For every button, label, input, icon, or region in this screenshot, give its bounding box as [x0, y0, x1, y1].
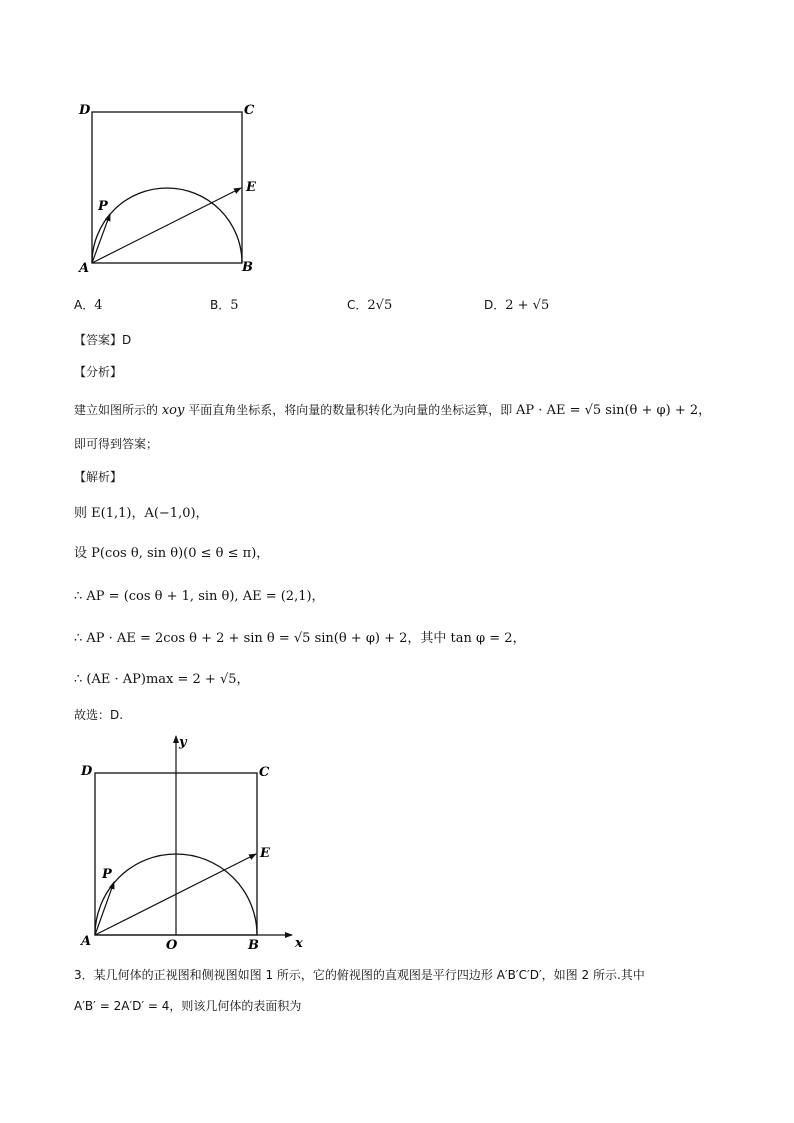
analysis-line-1: 建立如图所示的 xoy 平面直角坐标系，将向量的数量积转化为向量的坐标运算，即 AP · AE = √5 sin(θ + φ) + 2， [74, 403, 712, 418]
label-d: D [79, 103, 91, 118]
label-y: y [179, 735, 187, 750]
solution-heading: 【解析】 [74, 470, 123, 484]
label-b: B [242, 260, 253, 275]
label-c: C [259, 765, 270, 780]
label-p: P [98, 199, 108, 214]
choice-a[interactable]: A．4 [74, 298, 103, 313]
solution-line-3: ∴ AP = (cos θ + 1, sin θ), AE = (2,1)， [74, 589, 325, 604]
vector-ae [92, 188, 241, 263]
label-e: E [260, 846, 270, 861]
answer-heading: 【答案】 [74, 333, 123, 347]
solution-conclusion: 故选：D. [74, 708, 124, 722]
answer-line [74, 331, 131, 348]
label-x: x [295, 936, 303, 951]
choice-b[interactable]: B．5 [210, 298, 239, 313]
label-c: C [244, 103, 255, 118]
label-e: E [246, 180, 256, 195]
analysis-heading: 【分析】 [74, 365, 123, 379]
label-a: A [79, 261, 90, 276]
label-p: P [102, 867, 112, 882]
solution-line-5: ∴ (AE · AP)max = 2 + √5， [74, 672, 250, 687]
label-d: D [81, 764, 93, 779]
question-3-line-2: A′B′ = 2A′D′ = 4，则该几何体的表面积为 [74, 999, 302, 1013]
solution-line-4: ∴ AP · AE = 2cos θ + 2 + sin θ = √5 sin(θ + φ) + 2，其中 tan φ = 2， [74, 631, 526, 646]
label-a: A [81, 934, 92, 949]
question-3-line-1: 3．某几何体的正视图和侧视图如图 1 所示，它的俯视图的直观图是平行四边形 A′B′C′D′，如图 2 所示.其中 [74, 968, 645, 982]
solution-line-1: 则 E(1,1)，A(−1,0)， [74, 506, 209, 521]
figure-2 [75, 728, 315, 953]
solution-line-2: 设 P(cos θ, sin θ)(0 ≤ θ ≤ π)， [74, 546, 270, 561]
label-o: O [166, 938, 178, 953]
answer-value: D [122, 333, 132, 347]
choice-c[interactable]: C．2√5 [347, 298, 393, 313]
choice-d[interactable]: D．2 + √5 [484, 298, 550, 313]
analysis-line-2: 即可得到答案； [74, 437, 159, 451]
label-b: B [248, 938, 259, 953]
figure-1 [70, 95, 270, 280]
